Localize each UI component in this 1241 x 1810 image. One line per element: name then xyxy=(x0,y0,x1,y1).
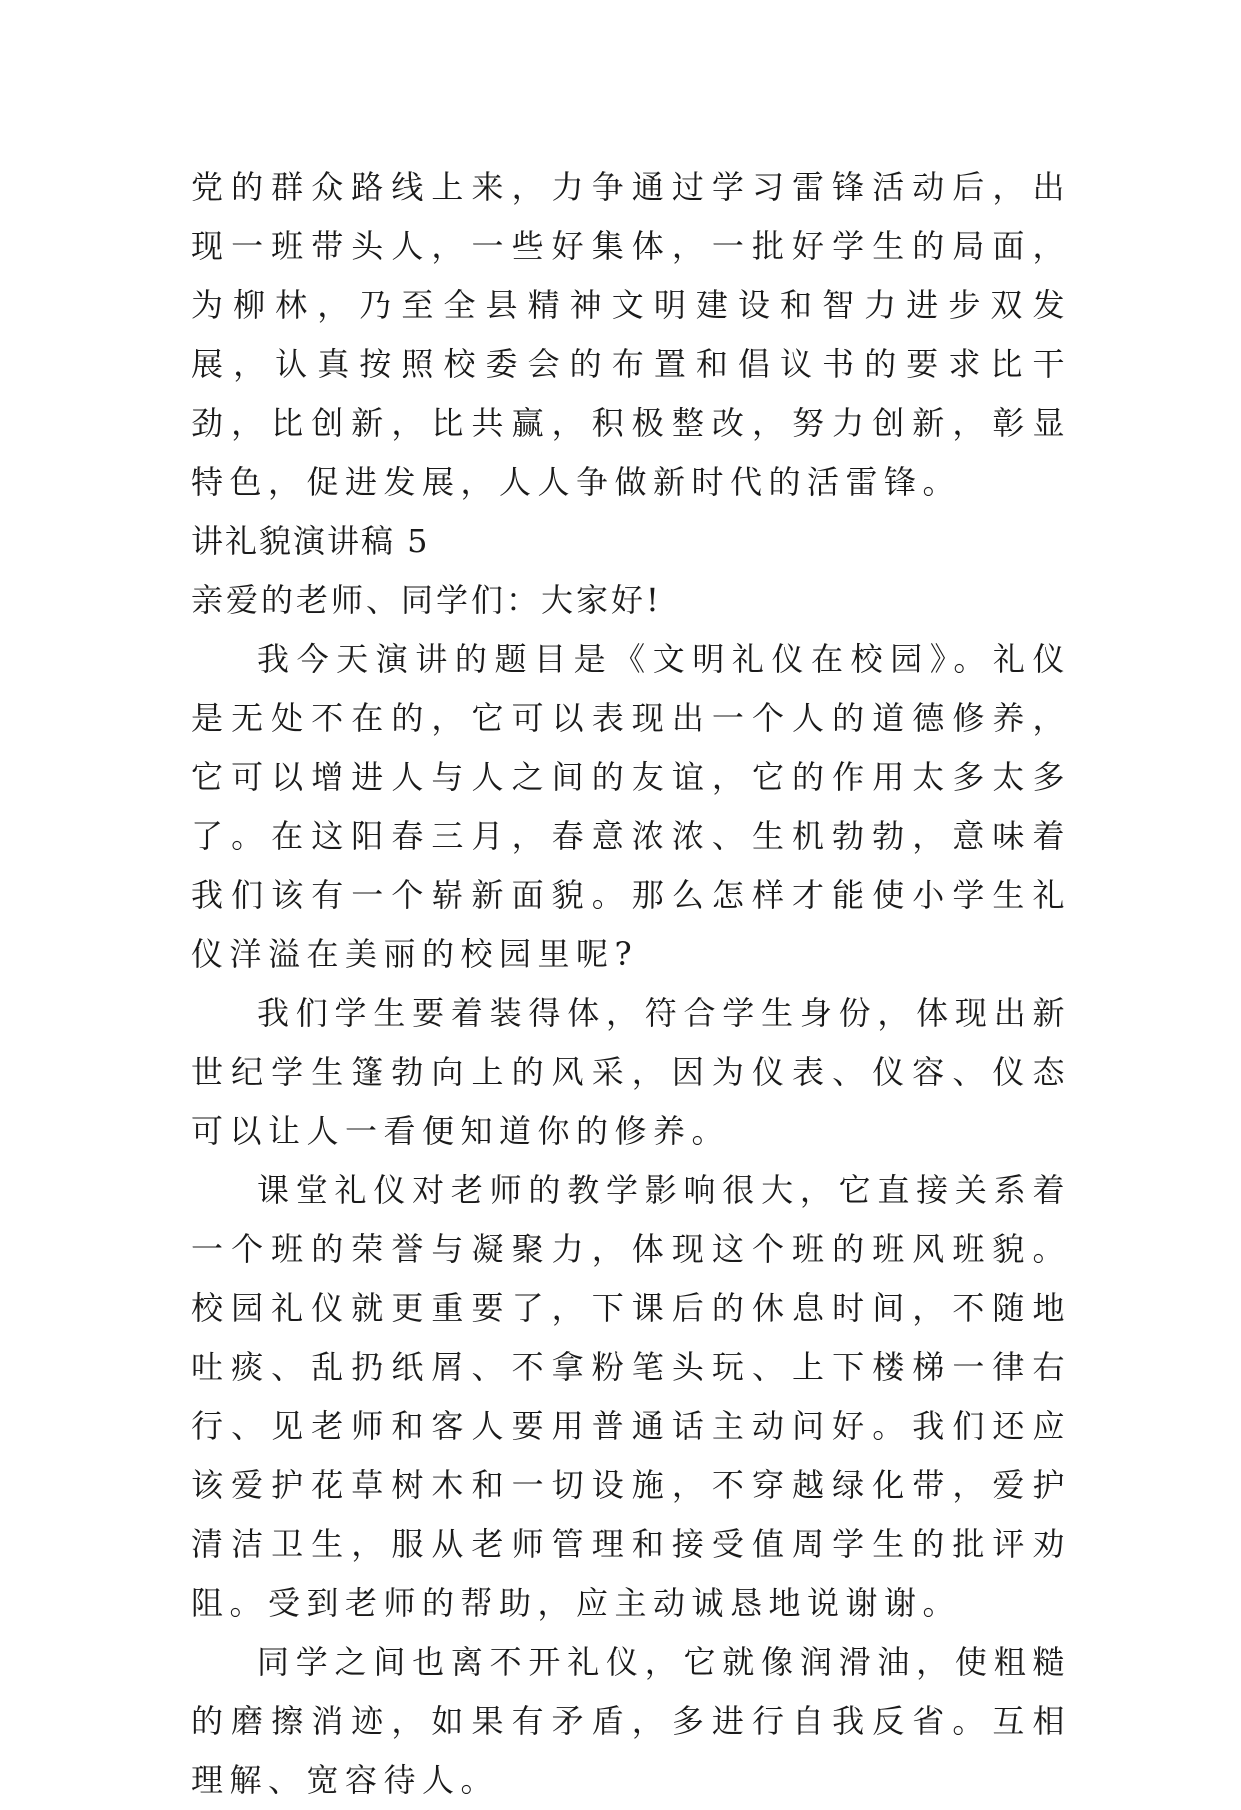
document-page xyxy=(191,158,1071,1810)
paragraph-attire: 我们学生要着装得体，符合学生身份，体现出新世纪学生篷勃向上的风采，因为仪表、仪容、仪态可以让人一看便知道你的修养。 xyxy=(191,994,1071,1150)
greeting-line: 亲爱的老师、同学们：大家好! xyxy=(191,581,662,619)
paragraph-continued: 党的群众路线上来，力争通过学习雷锋活动后，出现一班带头人，一些好集体，一批好学生的局面，为柳林，乃至全县精神文明建设和智力进步双发展，认真按照校委会的布置和倡议书的要求比干劲，比创新，比共赢，积极整改，努力创新，彰显特色，促进发展，人人争做新时代的活雷锋。 xyxy=(191,168,1071,501)
paragraph-classmates: 同学之间也离不开礼仪，它就像润滑油，使粗糙的磨擦消迹，如果有矛盾，多进行自我反省。互相理解、宽容待人。 xyxy=(191,1643,1071,1799)
section-title: 讲礼貌演讲稿 5 xyxy=(191,522,430,560)
paragraph-classroom-etiquette: 课堂礼仪对老师的教学影响很大，它直接关系着一个班的荣誉与凝聚力，体现这个班的班风班貌。校园礼仪就更重要了，下课后的休息时间，不随地吐痰、乱扔纸屑、不拿粉笔头玩、上下楼梯一律右行、见老师和客人要用普通话主动问好。我们还应该爱护花草树木和一切设施，不穿越绿化带，爱护清洁卫生，服从老师管理和接受值周学生的批评劝阻。受到老师的帮助，应主动诚恳地说谢谢。 xyxy=(191,1171,1071,1622)
paragraph-topic: 我今天演讲的题目是《文明礼仪在校园》。礼仪是无处不在的，它可以表现出一个人的道德修养，它可以增进人与人之间的友谊，它的作用太多太多了。在这阳春三月，春意浓浓、生机勃勃，意味着我们该有一个崭新面貌。那么怎样才能使小学生礼仪洋溢在美丽的校园里呢? xyxy=(191,640,1071,973)
